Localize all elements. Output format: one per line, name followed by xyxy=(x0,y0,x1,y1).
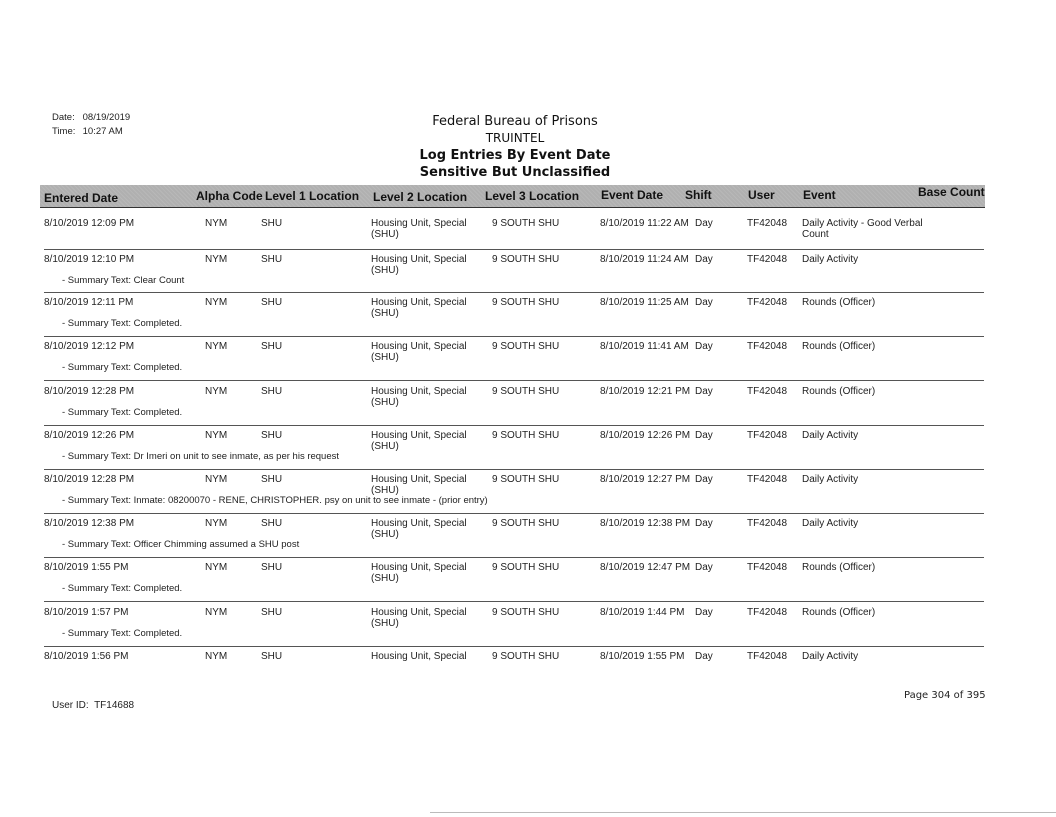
time-label: Time: xyxy=(52,126,76,137)
event-cell: Daily Activity xyxy=(802,254,859,265)
level1-location-cell: SHU xyxy=(261,341,283,352)
event-date-cell: 8/10/2019 12:26 PM xyxy=(600,430,691,441)
entered-date-cell: 8/10/2019 12:12 PM xyxy=(44,341,135,352)
report-time xyxy=(52,126,123,137)
level2-location-cell: Housing Unit, Special (SHU) xyxy=(371,607,467,629)
entered-date-cell: 8/10/2019 12:11 PM xyxy=(44,297,134,308)
level3-location-cell: 9 SOUTH SHU xyxy=(492,651,560,662)
level2-location-cell: Housing Unit, Special (SHU) xyxy=(371,474,467,496)
event-cell: Daily Activity - Good Verbal Count xyxy=(802,218,923,240)
level1-location-cell: SHU xyxy=(261,474,283,485)
level1-location-cell: SHU xyxy=(261,562,283,573)
event-date-cell: 8/10/2019 11:22 AM xyxy=(600,218,689,229)
summary-text: - Summary Text: Inmate: 08200070 - RENE, CHRISTOPHER. psy on unit to see inmate - (prior entry) xyxy=(62,495,488,506)
level2-location-cell: Housing Unit, Special (SHU) xyxy=(371,562,467,584)
row-divider xyxy=(44,336,984,337)
row-divider xyxy=(44,557,984,558)
user-cell: TF42048 xyxy=(747,218,788,229)
shift-cell: Day xyxy=(695,607,713,618)
summary-text: - Summary Text: Completed. xyxy=(62,407,183,418)
level2-location-cell: Housing Unit, Special xyxy=(371,651,467,662)
summary-text: - Summary Text: Clear Count xyxy=(62,275,185,286)
event-cell: Daily Activity xyxy=(802,430,859,441)
col-level2-location: Level 2 Location xyxy=(373,190,468,204)
user-id-value: TF14688 xyxy=(94,700,135,711)
event-cell: Daily Activity xyxy=(802,474,859,485)
entered-date-cell: 8/10/2019 1:56 PM xyxy=(44,651,129,662)
entered-date-cell: 8/10/2019 12:09 PM xyxy=(44,218,135,229)
alpha-code-cell: NYM xyxy=(205,341,228,352)
alpha-code-cell: NYM xyxy=(205,607,228,618)
col-user: User xyxy=(748,188,775,202)
event-date-cell: 8/10/2019 12:27 PM xyxy=(600,474,691,485)
user-cell: TF42048 xyxy=(747,297,788,308)
event-date-cell: 8/10/2019 1:44 PM xyxy=(600,607,685,618)
level3-location-cell: 9 SOUTH SHU xyxy=(492,297,560,308)
level3-location-cell: 9 SOUTH SHU xyxy=(492,218,560,229)
shift-cell: Day xyxy=(695,254,713,265)
alpha-code-cell: NYM xyxy=(205,386,228,397)
event-cell: Rounds (Officer) xyxy=(802,341,876,352)
level2-location-cell: Housing Unit, Special (SHU) xyxy=(371,341,467,363)
level3-location-cell: 9 SOUTH SHU xyxy=(492,607,560,618)
level1-location-cell: SHU xyxy=(261,518,283,529)
user-cell: TF42048 xyxy=(747,562,788,573)
col-level1-location: Level 1 Location xyxy=(265,189,360,203)
entered-date-cell: 8/10/2019 12:10 PM xyxy=(44,254,135,265)
col-shift: Shift xyxy=(685,188,712,202)
level1-location-cell: SHU xyxy=(261,430,283,441)
user-cell: TF42048 xyxy=(747,607,788,618)
alpha-code-cell: NYM xyxy=(205,474,228,485)
table-header xyxy=(40,185,985,208)
level1-location-cell: SHU xyxy=(261,386,283,397)
report-title xyxy=(390,113,640,181)
user-cell: TF42048 xyxy=(747,386,788,397)
user-cell: TF42048 xyxy=(747,651,788,662)
summary-text: - Summary Text: Completed. xyxy=(62,318,183,329)
col-entered-date: Entered Date xyxy=(44,191,119,205)
row-divider xyxy=(44,469,984,470)
report-name: Log Entries By Event Date xyxy=(419,148,611,163)
row-divider xyxy=(44,646,984,647)
level1-location-cell: SHU xyxy=(261,297,283,308)
level3-location-cell: 9 SOUTH SHU xyxy=(492,254,560,265)
summary-text: - Summary Text: Completed. xyxy=(62,583,183,594)
event-date-cell: 8/10/2019 12:38 PM xyxy=(600,518,691,529)
event-date-cell: 8/10/2019 1:55 PM xyxy=(600,651,685,662)
level2-location-cell: Housing Unit, Special (SHU) xyxy=(371,518,467,540)
shift-cell: Day xyxy=(695,430,713,441)
level2-location-cell: Housing Unit, Special (SHU) xyxy=(371,386,467,408)
event-cell: Rounds (Officer) xyxy=(802,386,876,397)
user-id-label: User ID: xyxy=(52,700,89,711)
level1-location-cell: SHU xyxy=(261,218,283,229)
classification: Sensitive But Unclassified xyxy=(419,165,611,180)
level2-location-cell: Housing Unit, Special (SHU) xyxy=(371,430,467,452)
user-cell: TF42048 xyxy=(747,254,788,265)
summary-text: - Summary Text: Officer Chimming assumed a SHU post xyxy=(62,539,300,550)
level1-location-cell: SHU xyxy=(261,607,283,618)
level3-location-cell: 9 SOUTH SHU xyxy=(492,386,560,397)
shift-cell: Day xyxy=(695,341,713,352)
shift-cell: Day xyxy=(695,562,713,573)
event-cell: Daily Activity xyxy=(802,518,859,529)
level1-location-cell: SHU xyxy=(261,254,283,265)
shift-cell: Day xyxy=(695,386,713,397)
shift-cell: Day xyxy=(695,297,713,308)
level1-location-cell: SHU xyxy=(261,651,283,662)
level3-location-cell: 9 SOUTH SHU xyxy=(492,341,560,352)
date-value: 08/19/2019 xyxy=(82,112,131,123)
alpha-code-cell: NYM xyxy=(205,430,228,441)
level3-location-cell: 9 SOUTH SHU xyxy=(492,430,560,441)
col-level3-location: Level 3 Location xyxy=(485,189,580,203)
event-date-cell: 8/10/2019 12:21 PM xyxy=(600,386,691,397)
user-cell: TF42048 xyxy=(747,341,788,352)
event-cell: Rounds (Officer) xyxy=(802,297,876,308)
row-divider xyxy=(44,249,984,250)
row-divider xyxy=(44,425,984,426)
alpha-code-cell: NYM xyxy=(205,651,228,662)
alpha-code-cell: NYM xyxy=(205,254,228,265)
time-value: 10:27 AM xyxy=(82,126,123,137)
level2-location-cell: Housing Unit, Special (SHU) xyxy=(371,218,467,240)
shift-cell: Day xyxy=(695,651,713,662)
entered-date-cell: 8/10/2019 1:55 PM xyxy=(44,562,129,573)
entered-date-cell: 8/10/2019 1:57 PM xyxy=(44,607,129,618)
user-cell: TF42048 xyxy=(747,474,788,485)
row-divider xyxy=(44,292,984,293)
alpha-code-cell: NYM xyxy=(205,562,228,573)
entered-date-cell: 8/10/2019 12:28 PM xyxy=(44,474,135,485)
level3-location-cell: 9 SOUTH SHU xyxy=(492,474,560,485)
row-divider xyxy=(44,513,984,514)
agency-name: Federal Bureau of Prisons xyxy=(432,114,598,129)
summary-text: - Summary Text: Completed. xyxy=(62,628,183,639)
row-divider xyxy=(44,601,984,602)
summary-text: - Summary Text: Dr Imeri on unit to see inmate, as per his request xyxy=(62,451,340,462)
footer-user-id xyxy=(52,700,134,711)
col-alpha-code: Alpha Code xyxy=(196,189,263,203)
col-event: Event xyxy=(803,188,836,202)
event-cell: Rounds (Officer) xyxy=(802,607,876,618)
event-cell: Daily Activity xyxy=(802,651,859,662)
entered-date-cell: 8/10/2019 12:28 PM xyxy=(44,386,135,397)
alpha-code-cell: NYM xyxy=(205,218,228,229)
col-base-count: Base Count xyxy=(918,185,985,199)
entered-date-cell: 8/10/2019 12:38 PM xyxy=(44,518,135,529)
event-date-cell: 8/10/2019 11:24 AM xyxy=(600,254,689,265)
col-event-date: Event Date xyxy=(601,188,664,202)
page-number: Page 304 of 395 xyxy=(904,690,986,701)
event-cell: Rounds (Officer) xyxy=(802,562,876,573)
entered-date-cell: 8/10/2019 12:26 PM xyxy=(44,430,135,441)
date-label: Date: xyxy=(52,112,75,123)
shift-cell: Day xyxy=(695,218,713,229)
alpha-code-cell: NYM xyxy=(205,518,228,529)
row-divider xyxy=(44,380,984,381)
level2-location-cell: Housing Unit, Special (SHU) xyxy=(371,254,467,276)
summary-text: - Summary Text: Completed. xyxy=(62,362,183,373)
scan-edge xyxy=(430,812,1056,813)
user-cell: TF42048 xyxy=(747,430,788,441)
event-date-cell: 8/10/2019 11:41 AM xyxy=(600,341,689,352)
event-date-cell: 8/10/2019 12:47 PM xyxy=(600,562,691,573)
level3-location-cell: 9 SOUTH SHU xyxy=(492,562,560,573)
system-name: TRUINTEL xyxy=(485,131,545,145)
level2-location-cell: Housing Unit, Special (SHU) xyxy=(371,297,467,319)
report-date xyxy=(52,112,130,123)
alpha-code-cell: NYM xyxy=(205,297,228,308)
level3-location-cell: 9 SOUTH SHU xyxy=(492,518,560,529)
shift-cell: Day xyxy=(695,474,713,485)
shift-cell: Day xyxy=(695,518,713,529)
user-cell: TF42048 xyxy=(747,518,788,529)
event-date-cell: 8/10/2019 11:25 AM xyxy=(600,297,689,308)
